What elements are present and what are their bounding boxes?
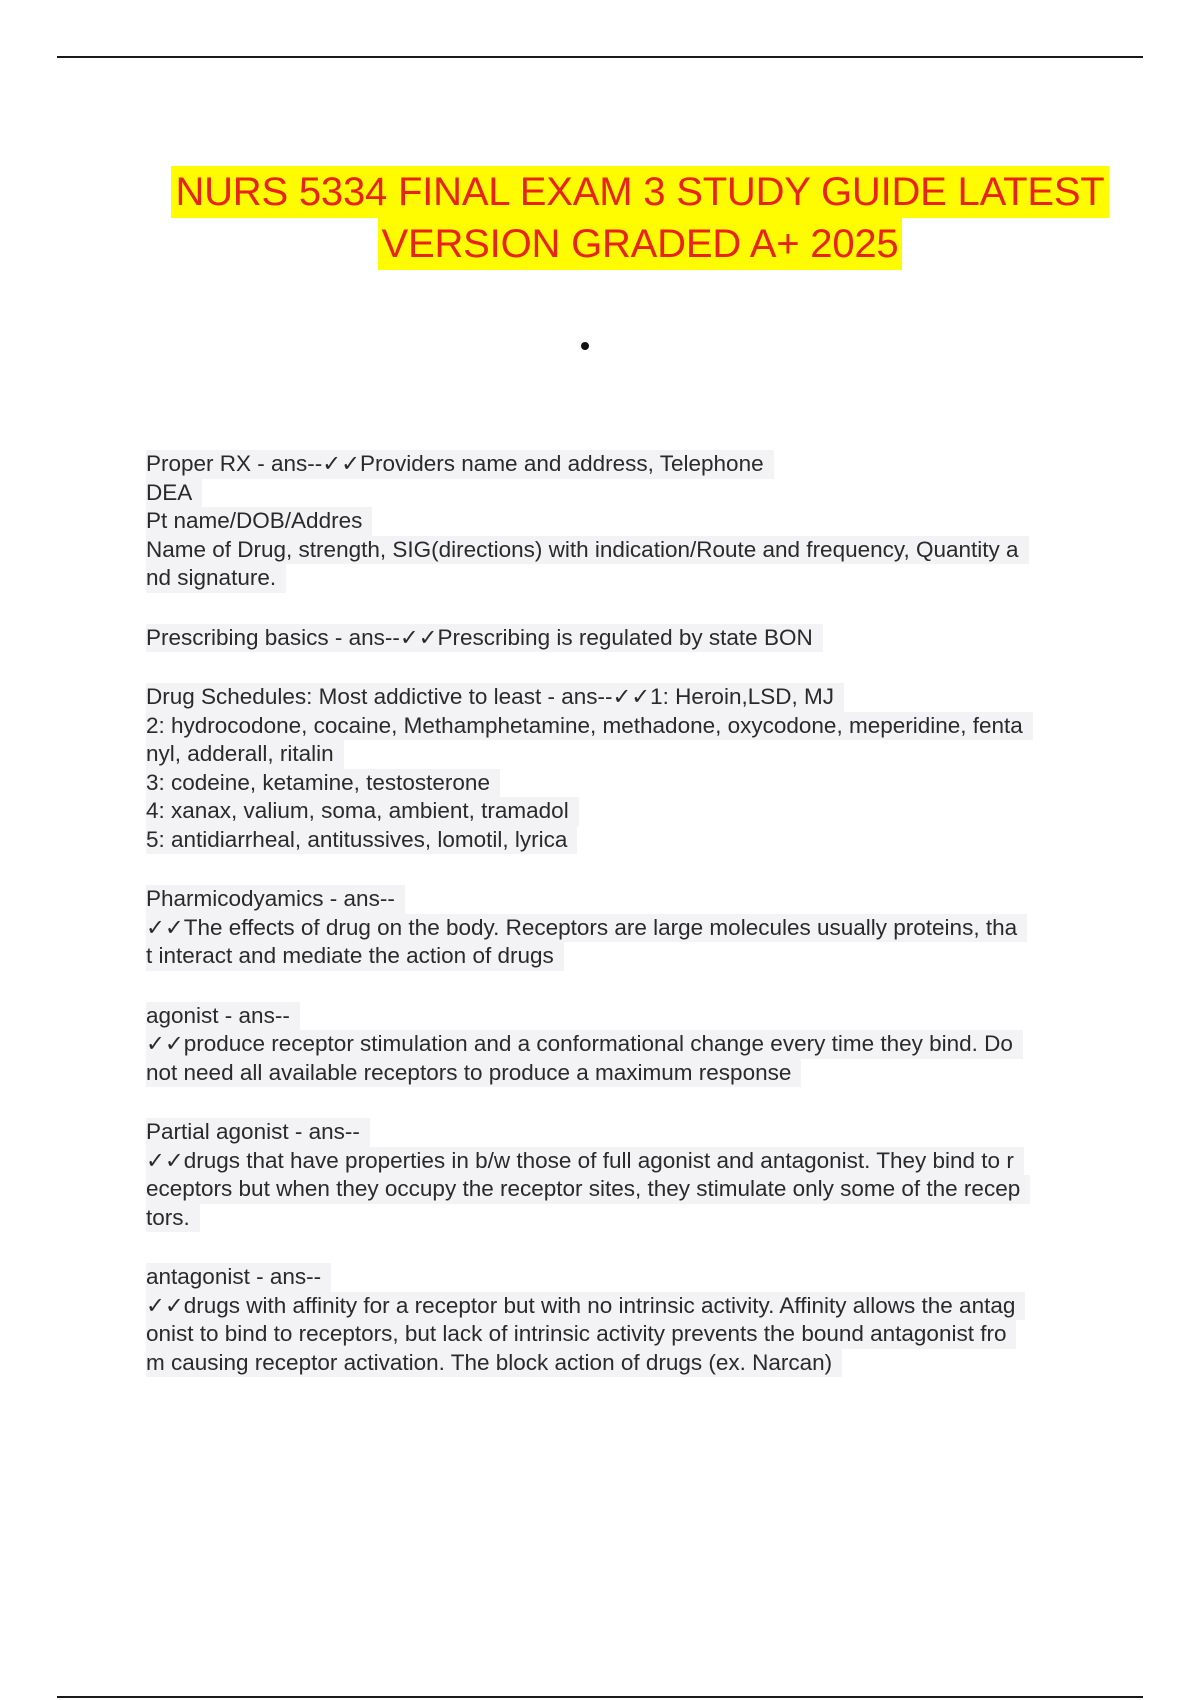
qa-line: 5: antidiarrheal, antitussives, lomotil, lyrica <box>146 826 577 855</box>
qa-line: Partial agonist - ans-- <box>146 1118 370 1147</box>
qa-item-drug-schedules <box>146 683 1096 854</box>
qa-line: DEA <box>146 479 202 508</box>
qa-line: Pharmicodyamics - ans-- <box>146 885 405 914</box>
qa-line: Proper RX - ans--✓✓Providers name and address, Telephone <box>146 450 774 479</box>
qa-item-prescribing-basics <box>146 624 1096 653</box>
bullet-dot <box>581 342 589 350</box>
qa-line: ✓✓drugs with affinity for a receptor but with no intrinsic activity. Affinity allows the antag <box>146 1292 1025 1321</box>
qa-line: 3: codeine, ketamine, testosterone <box>146 769 500 798</box>
qa-line: tors. <box>146 1204 200 1233</box>
qa-line: nyl, adderall, ritalin <box>146 740 344 769</box>
qa-line: Drug Schedules: Most addictive to least - ans--✓✓1: Heroin,LSD, MJ <box>146 683 844 712</box>
qa-line: 2: hydrocodone, cocaine, Methamphetamine, methadone, oxycodone, meperidine, fenta <box>146 712 1033 741</box>
qa-line: 4: xanax, valium, soma, ambient, tramadol <box>146 797 579 826</box>
qa-item-antagonist <box>146 1263 1096 1377</box>
qa-item-partial-agonist <box>146 1118 1096 1232</box>
qa-list <box>146 450 1096 1408</box>
top-rule <box>57 56 1143 58</box>
qa-line: ✓✓The effects of drug on the body. Receptors are large molecules usually proteins, tha <box>146 914 1027 943</box>
qa-item-pharmacodynamics <box>146 885 1096 971</box>
qa-line: Pt name/DOB/Addres <box>146 507 372 536</box>
qa-line: Name of Drug, strength, SIG(directions) with indication/Route and frequency, Quantity a <box>146 536 1029 565</box>
qa-line: t interact and mediate the action of drugs <box>146 942 564 971</box>
qa-line: agonist - ans-- <box>146 1002 300 1031</box>
qa-line: ✓✓drugs that have properties in b/w those of full agonist and antagonist. They bind to r <box>146 1147 1024 1176</box>
qa-line: onist to bind to receptors, but lack of intrinsic activity prevents the bound antagonist fro <box>146 1320 1016 1349</box>
qa-line: nd signature. <box>146 564 286 593</box>
qa-line: Prescribing basics - ans--✓✓Prescribing is regulated by state BON <box>146 624 823 653</box>
document-title <box>160 166 1120 270</box>
bottom-rule <box>57 1696 1143 1698</box>
qa-line: not need all available receptors to produce a maximum response <box>146 1059 801 1088</box>
qa-item-proper-rx <box>146 450 1096 593</box>
qa-line: eceptors but when they occupy the receptor sites, they stimulate only some of the recep <box>146 1175 1030 1204</box>
title-line-1: NURS 5334 FINAL EXAM 3 STUDY GUIDE LATEST <box>171 166 1108 218</box>
title-line-2: VERSION GRADED A+ 2025 <box>378 218 903 270</box>
qa-item-agonist <box>146 1002 1096 1088</box>
qa-line: ✓✓produce receptor stimulation and a conformational change every time they bind. Do <box>146 1030 1023 1059</box>
qa-line: m causing receptor activation. The block action of drugs (ex. Narcan) <box>146 1349 842 1378</box>
qa-line: antagonist - ans-- <box>146 1263 331 1292</box>
